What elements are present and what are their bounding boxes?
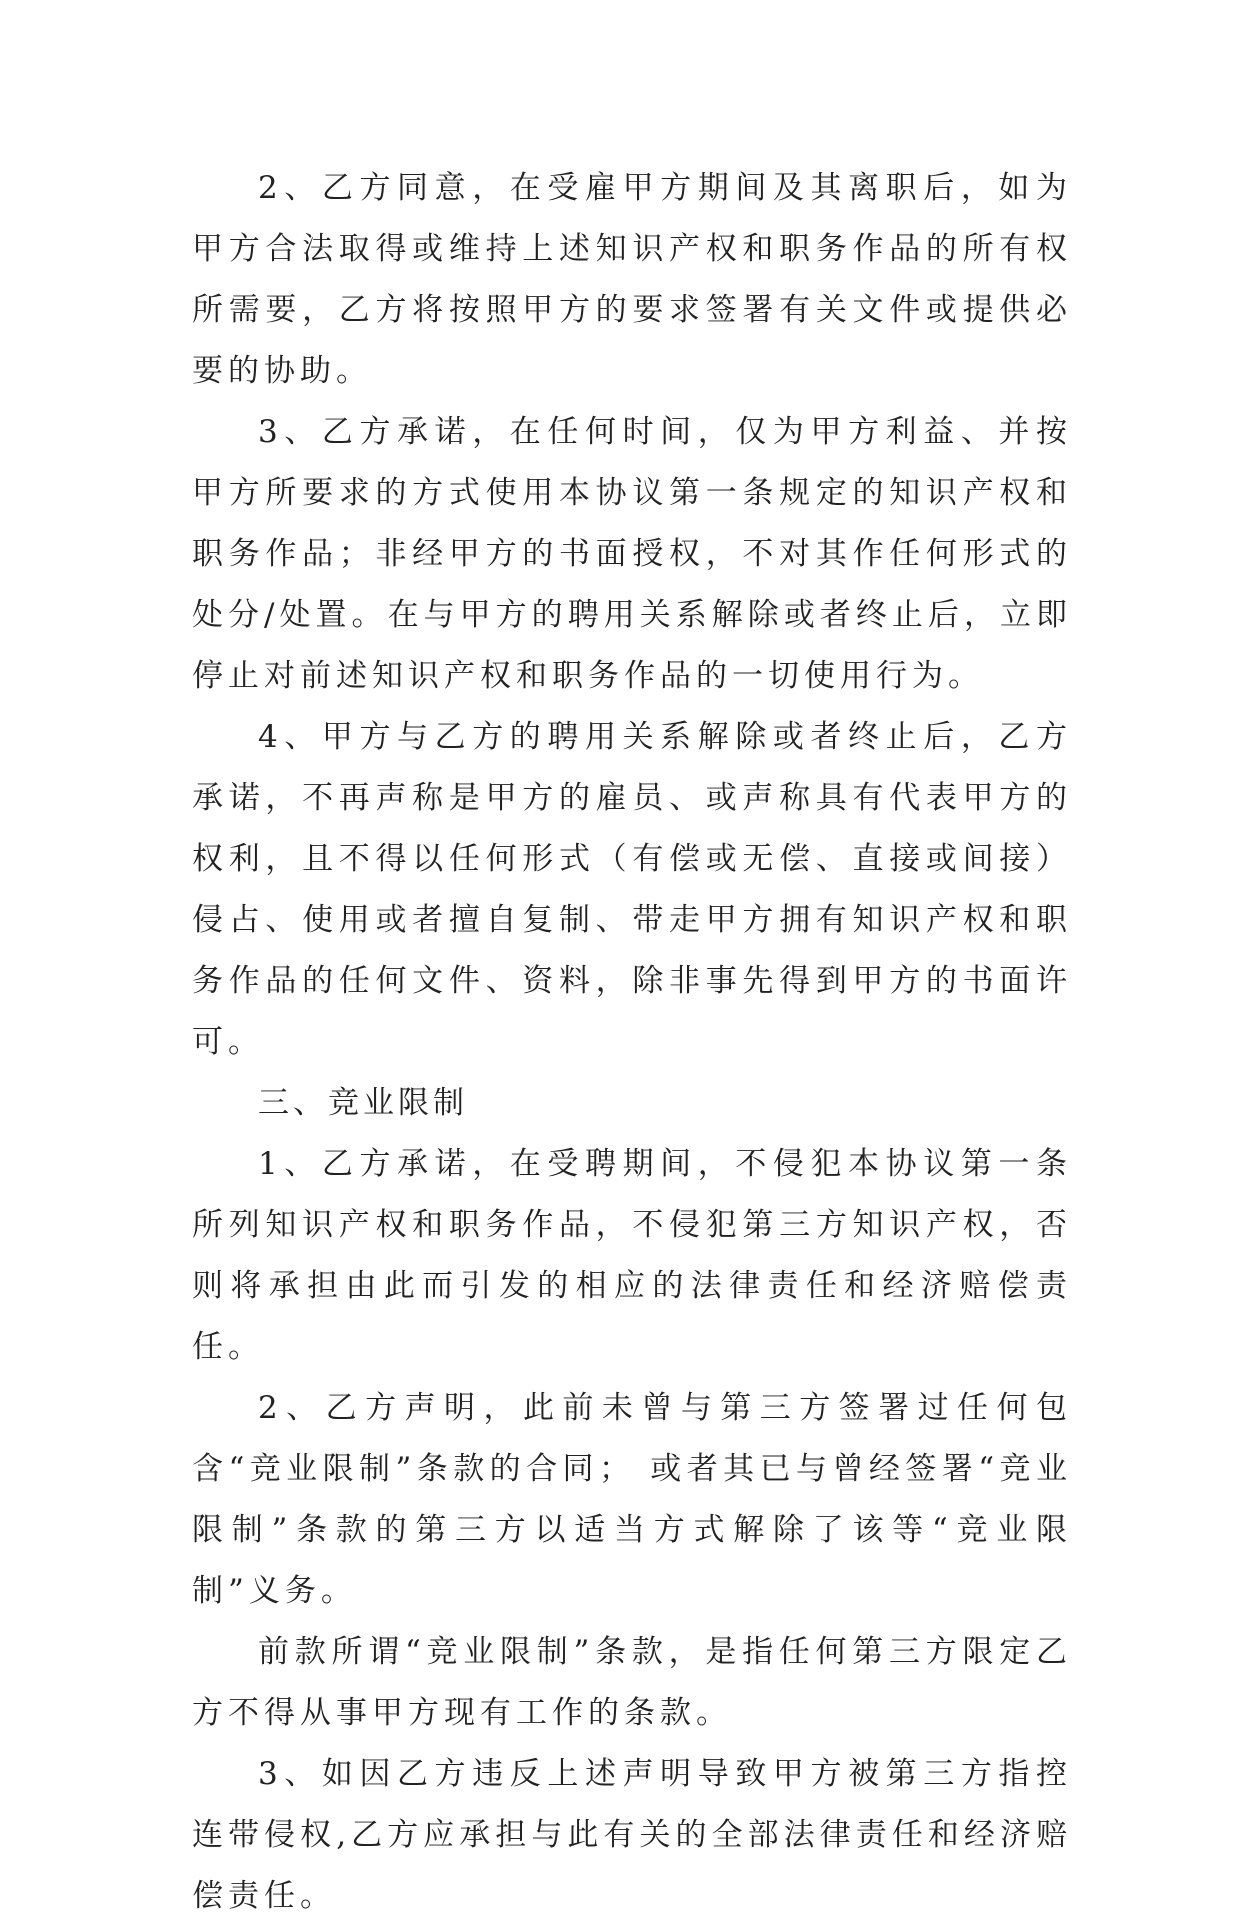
clause-4-post-employment: 4、甲方与乙方的聘用关系解除或者终止后，乙方承诺，不再声称是甲方的雇员、或声称具有代表甲方的权利，且不得以任何形式（有偿或无偿、直接或间接）侵占、使用或者擅自复制、带走甲方拥有知识产权和职务作品的任何文件、资料，除非事先得到甲方的书面许可。 xyxy=(192,719,1072,1060)
clause-2-assistance: 2、乙方同意，在受雇甲方期间及其离职后，如为甲方合法取得或维持上述知识产权和职务作品的所有权所需要，乙方将按照甲方的要求签署有关文件或提供必要的协助。 xyxy=(192,170,1072,389)
non-compete-clause-1: 1、乙方承诺，在受聘期间，不侵犯本协议第一条所列知识产权和职务作品，不侵犯第三方知识产权，否则将承担由此而引发的相应的法律责任和经济赔偿责任。 xyxy=(192,1146,1072,1365)
non-compete-definition: 前款所谓“竞业限制”条款，是指任何第三方限定乙方不得从事甲方现有工作的条款。 xyxy=(192,1634,1072,1731)
document-body xyxy=(192,158,1072,1927)
non-compete-clause-2: 2、乙方声明，此前未曾与第三方签署过任何包含“竞业限制”条款的合同； 或者其已与曾经签署“竞业限制”条款的第三方以适当方式解除了该等“竞业限制”义务。 xyxy=(192,1390,1072,1609)
non-compete-clause-3: 3、如因乙方违反上述声明导致甲方被第三方指控连带侵权,乙方应承担与此有关的全部法律责任和经济赔偿责任。 xyxy=(192,1756,1072,1914)
clause-3-usage: 3、乙方承诺，在任何时间，仅为甲方利益、并按甲方所要求的方式使用本协议第一条规定的知识产权和职务作品；非经甲方的书面授权，不对其作任何形式的处分/处置。在与甲方的聘用关系解除或者终止后，立即停止对前述知识产权和职务作品的一切使用行为。 xyxy=(192,414,1072,694)
section-heading-non-compete: 三、竞业限制 xyxy=(258,1085,468,1121)
